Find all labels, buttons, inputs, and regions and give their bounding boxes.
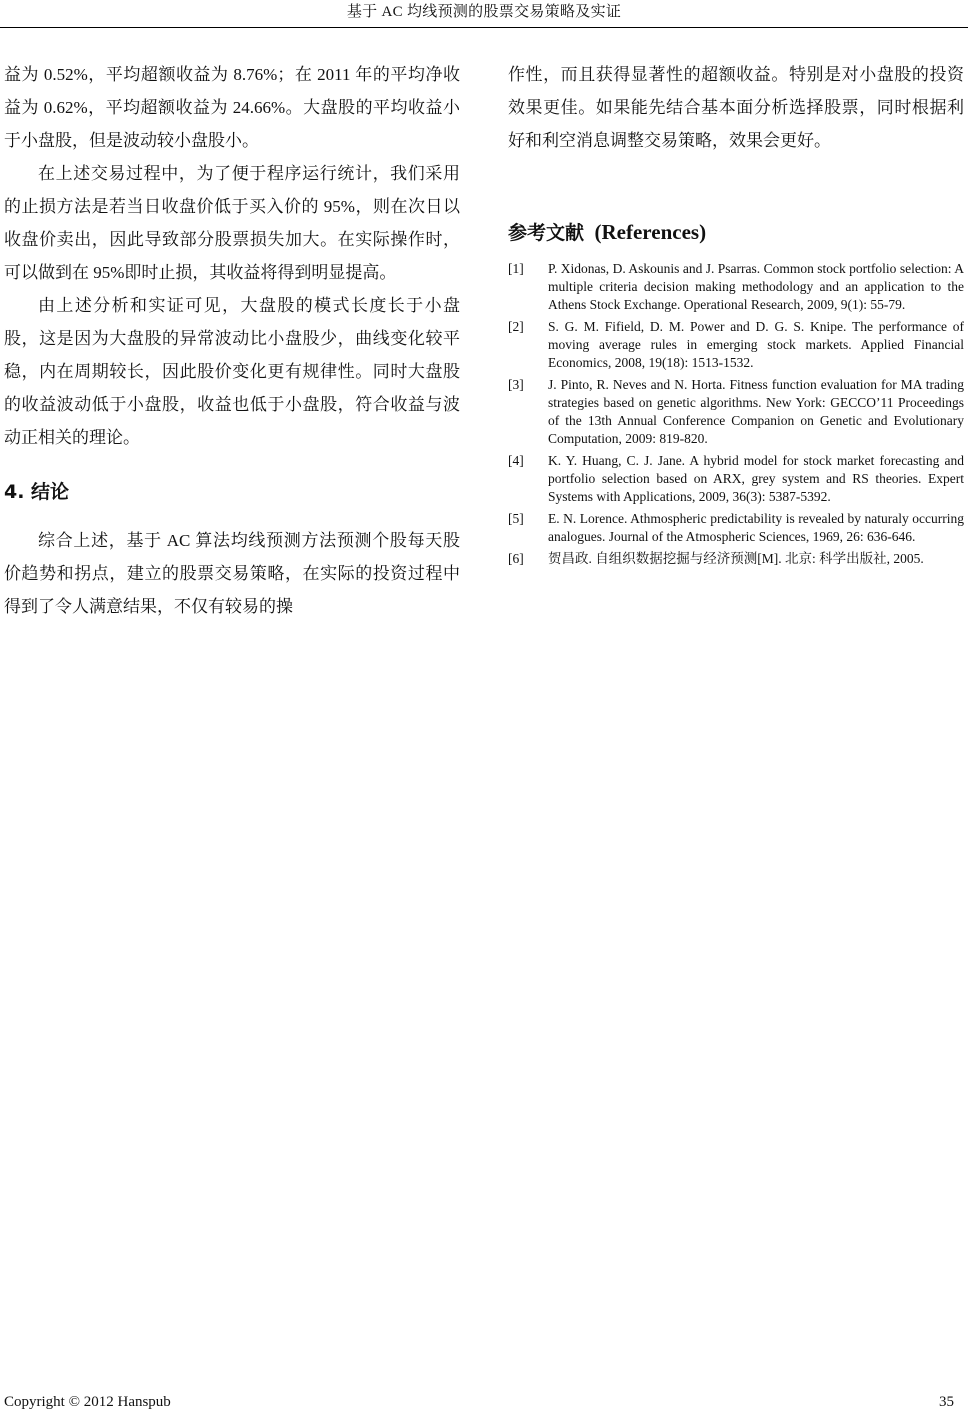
reference-item bbox=[508, 376, 964, 448]
references-heading-cn: 参考文献 bbox=[508, 222, 585, 244]
footer-copyright: Copyright © 2012 Hanspub bbox=[4, 1394, 171, 1410]
reference-number: [6] bbox=[508, 551, 524, 566]
header-divider bbox=[0, 27, 968, 28]
reference-number: [1] bbox=[508, 261, 524, 276]
reference-number: [2] bbox=[508, 319, 524, 334]
reference-number: [3] bbox=[508, 377, 524, 392]
body-paragraph: 由上述分析和实证可见，大盘股的模式长度长于小盘股，这是因为大盘股的异常波动比小盘股少，曲线变化较平稳，内在周期较长，因此股价变化更有规律性。同时大盘股的收益波动低于小盘股，收益也低于小盘股，符合收益与波动正相关的理论。 bbox=[4, 296, 460, 447]
references-heading-en: (References) bbox=[594, 220, 707, 244]
reference-item bbox=[508, 452, 964, 506]
reference-text: S. G. M. Fifield, D. M. Power and D. G. S. Knipe. The performance of moving average rules in emerging stock markets. Applied Financial Economics, 2008, 19(18): 1513-1532. bbox=[548, 319, 964, 370]
left-column bbox=[4, 58, 460, 623]
references-heading bbox=[508, 218, 964, 247]
conclusion-paragraph: 综合上述，基于 AC 算法均线预测方法预测个股每天股价趋势和拐点，建立的股票交易策略，在实际的投资过程中得到了令人满意结果，不仅有较易的操 bbox=[4, 531, 460, 616]
reference-item bbox=[508, 260, 964, 314]
reference-item bbox=[508, 510, 964, 546]
reference-text: P. Xidonas, D. Askounis and J. Psarras. Common stock portfolio selection: A multiple criteria decision making methodology and an application to the Athens Stock Exchange. Operational Research, 2009, 9(1): 55-79. bbox=[548, 261, 964, 312]
references-list bbox=[508, 260, 964, 568]
conclusion-continuation-paragraph: 作性，而且获得显著性的超额收益。特别是对小盘股的投资效果更佳。如果能先结合基本面分析选择股票，同时根据利好和利空消息调整交易策略，效果会更好。 bbox=[508, 65, 964, 150]
reference-number: [5] bbox=[508, 511, 524, 526]
reference-text: K. Y. Huang, C. J. Jane. A hybrid model for stock market forecasting and portfolio selection based on ARX, grey system and RS theories. Expert Systems with Applications, 2009, 36(3): 5387-5392. bbox=[548, 453, 964, 504]
right-column bbox=[508, 58, 964, 572]
reference-number: [4] bbox=[508, 453, 524, 468]
section-heading-conclusion: 4. 结论 bbox=[4, 481, 70, 503]
body-paragraph: 益为 0.52%，平均超额收益为 8.76%；在 2011 年的平均净收益为 0.62%，平均超额收益为 24.66%。大盘股的平均收益小于小盘股，但是波动较小盘股小。 bbox=[4, 65, 460, 150]
reference-text: J. Pinto, R. Neves and N. Horta. Fitness function evaluation for MA trading strategies based on genetic algorithms. New York: GECCO’11 Proceedings of the 13th Annual Conference Companion on Genetic and Evolutionary Computation, 2009: 819-820. bbox=[548, 377, 964, 446]
reference-item bbox=[508, 318, 964, 372]
running-header: 基于 AC 均线预测的股票交易策略及实证 bbox=[346, 4, 622, 20]
reference-text: 贺昌政. 自组织数据挖掘与经济预测[M]. 北京: 科学出版社, 2005. bbox=[548, 551, 924, 566]
footer-page-number: 35 bbox=[939, 1394, 954, 1410]
reference-item bbox=[508, 550, 964, 568]
body-paragraph: 在上述交易过程中，为了便于程序运行统计，我们采用的止损方法是若当日收盘价低于买入价的 95%，则在次日以收盘价卖出，因此导致部分股票损失加大。在实际操作时，可以做到在 95%即时止损，其收益将得到明显提高。 bbox=[4, 164, 460, 282]
reference-text: E. N. Lorence. Athmospheric predictability is revealed by naturaly occurring analogues. Journal of the Atmospheric Sciences, 1969, 26: 636-646. bbox=[548, 511, 964, 544]
